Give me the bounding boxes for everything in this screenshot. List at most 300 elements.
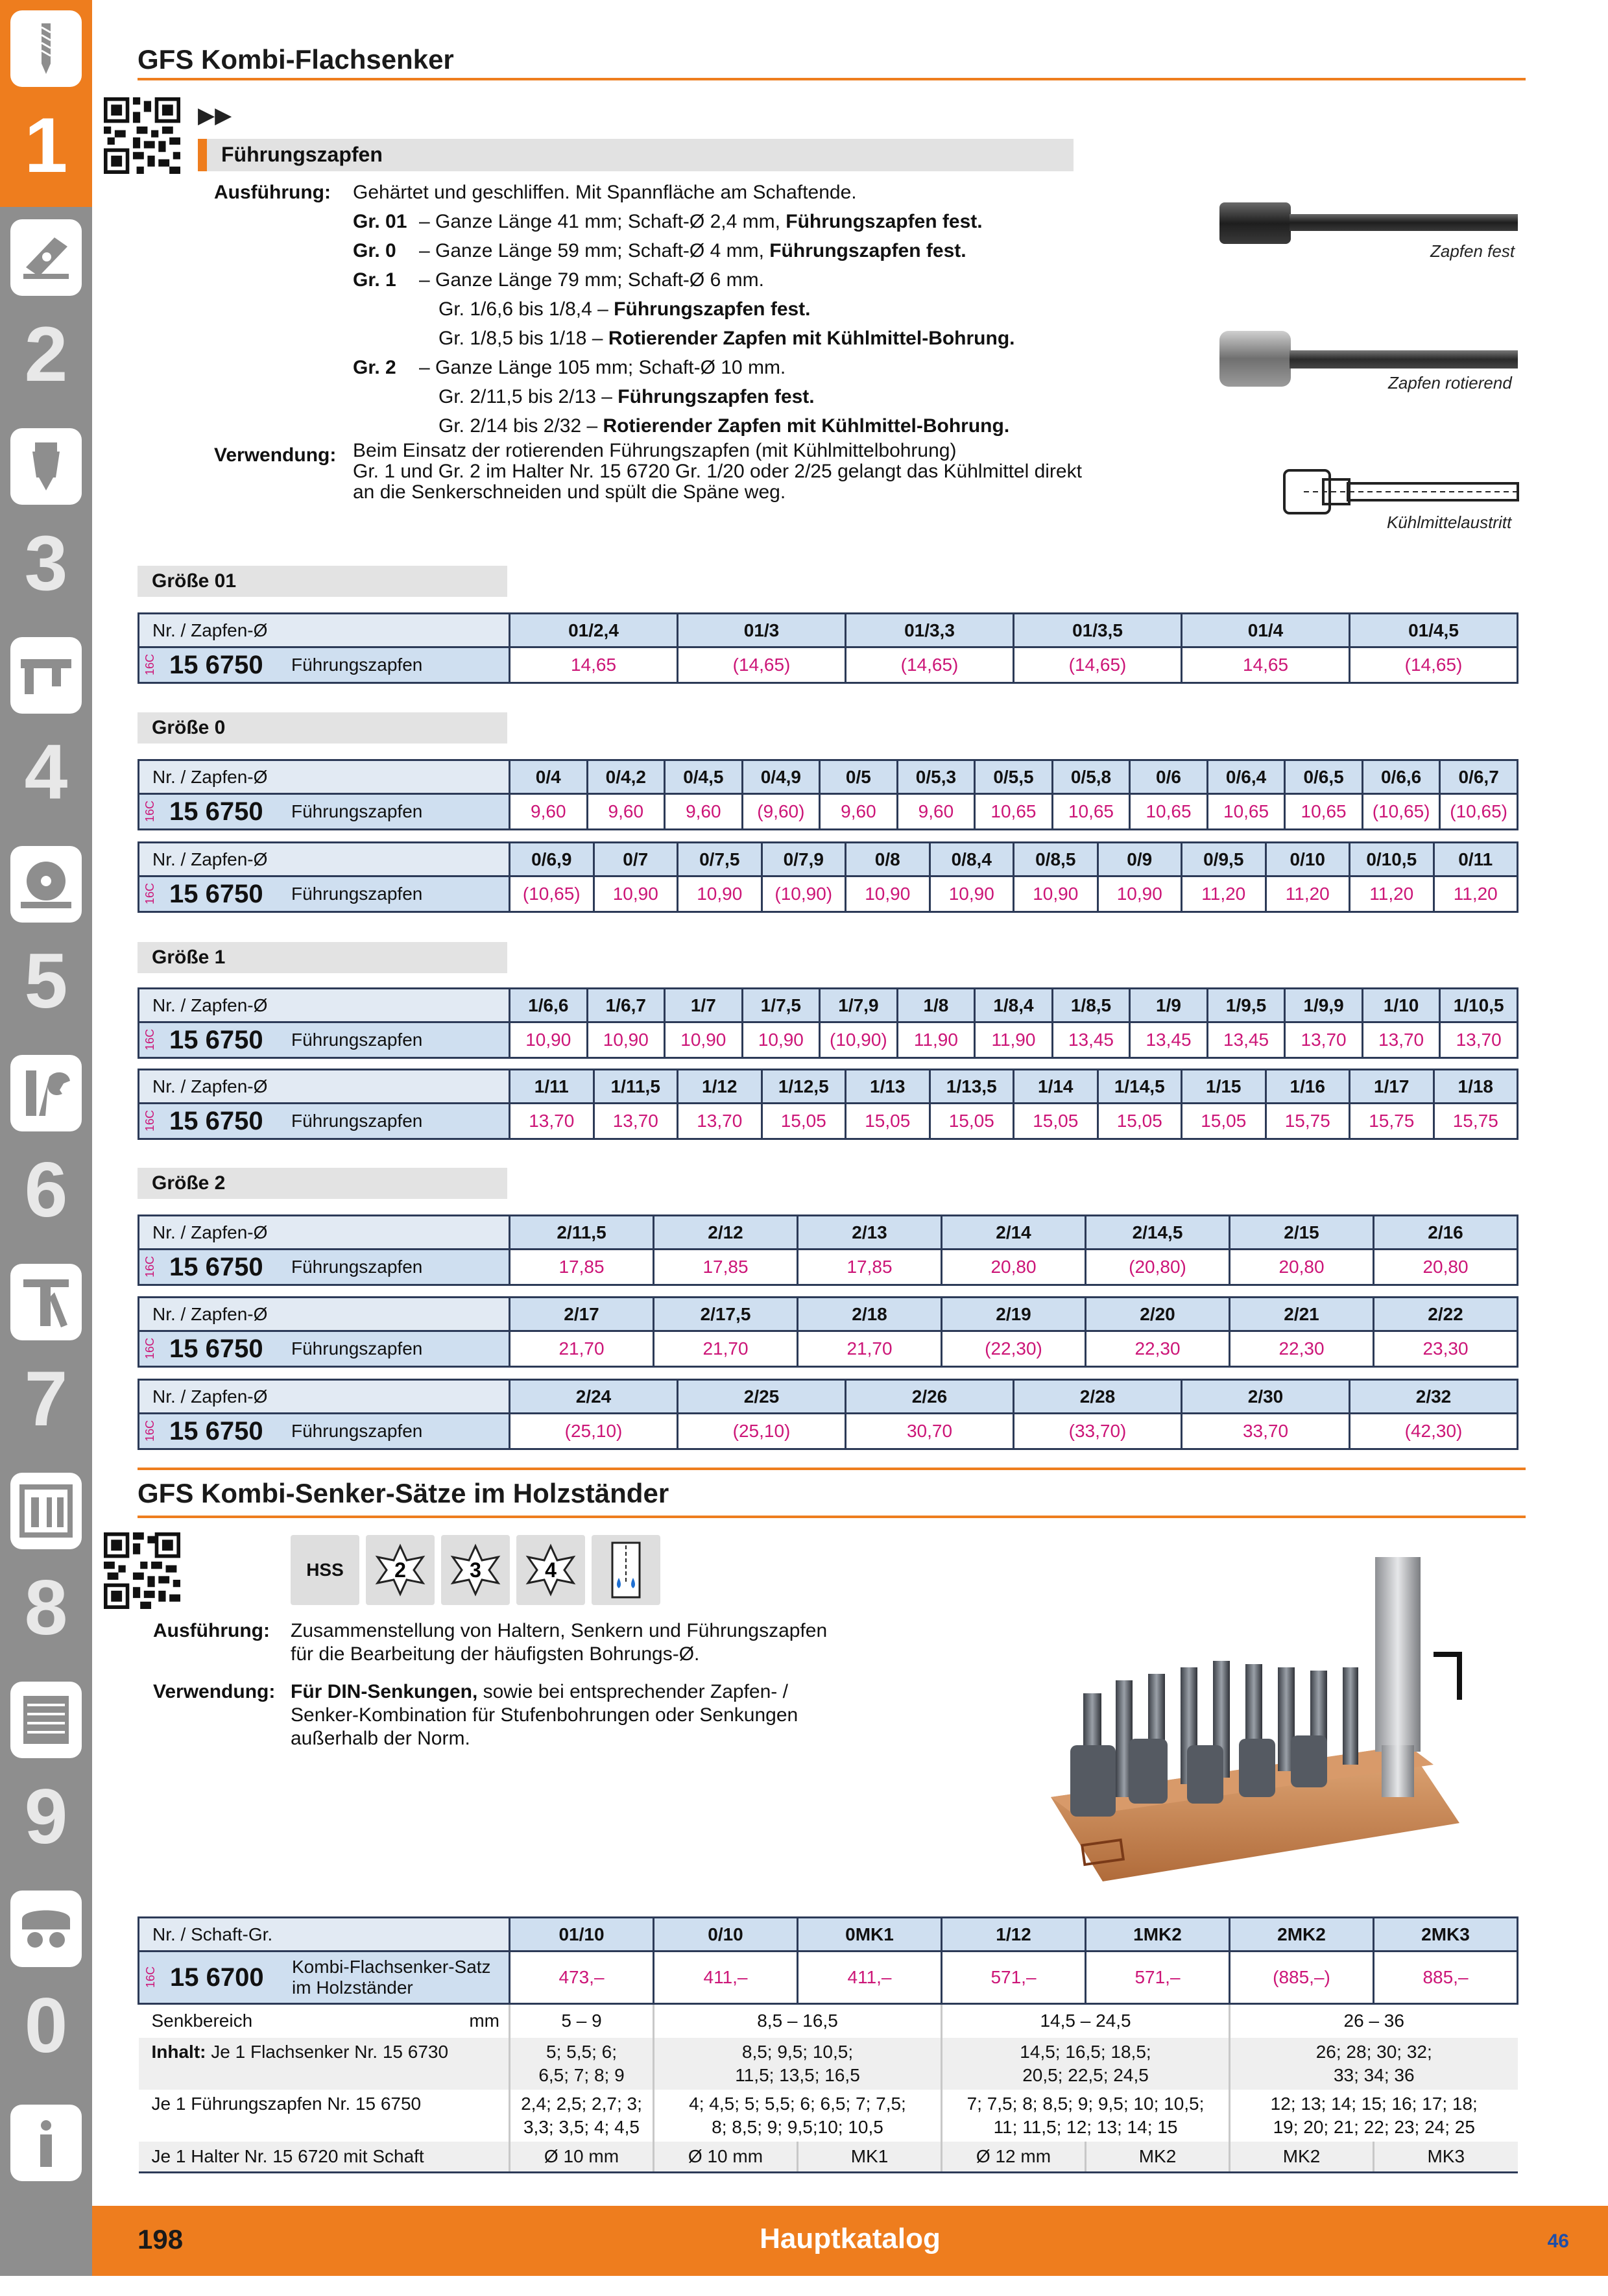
size-cell: 0/7,5: [678, 843, 762, 876]
price-cell: 11,20: [1434, 876, 1518, 912]
size-cell: 0/6,7: [1440, 760, 1518, 794]
size-cell: 0/6,4: [1207, 760, 1285, 794]
zapfen-value: 4; 4,5; 5; 5,5; 6; 6,5; 7; 7,5; 8; 8,5; 9; 9,5;10; 10,5: [654, 2090, 942, 2142]
price-cell: (9,60): [742, 794, 820, 830]
pliers-icon: [10, 1264, 82, 1340]
svg-text:3: 3: [470, 1558, 481, 1582]
halter-value: Ø 10 mm: [654, 2142, 798, 2173]
size-cell: 0/5,8: [1052, 760, 1130, 794]
price-cell: 10,90: [1014, 876, 1098, 912]
workshop-tools-icon: [10, 1473, 82, 1549]
size-cell: 0/5,3: [897, 760, 975, 794]
price-cell: (20,80): [1086, 1250, 1230, 1285]
caption-fixed: Zapfen fest: [1430, 241, 1515, 261]
price-cell: 10,90: [587, 1022, 665, 1058]
range-row: [139, 2004, 1518, 2038]
article-cell: [139, 1022, 510, 1058]
price-cell: (42,30): [1350, 1414, 1518, 1449]
tool-holder-icon: [10, 428, 82, 505]
chapter-number: 6: [24, 1146, 68, 1233]
article-cell: [139, 1104, 510, 1139]
article-tag: 16C: [143, 1110, 156, 1132]
tool-cabinet-icon: [10, 1682, 82, 1758]
saw-blade-icon: [10, 846, 82, 923]
price-cell: 9,60: [820, 794, 898, 830]
halter-value: MK2: [1086, 2142, 1230, 2173]
article-tag: 16C: [143, 1256, 156, 1278]
article-number: 15 6750: [169, 1025, 263, 1054]
size-cell: 1/14,5: [1098, 1070, 1182, 1104]
size-cell: 1/18: [1434, 1070, 1518, 1104]
set-price: 411,–: [654, 1952, 798, 2004]
price-cell: 13,70: [594, 1104, 678, 1139]
chapter-number: 7: [24, 1355, 68, 1442]
size-cell: 2/19: [942, 1298, 1086, 1331]
verwendung-line2: Gr. 1 und Gr. 2 im Halter Nr. 15 6720 Gr. 1/20 oder 2/25 gelangt das Kühlmittel direkt: [353, 461, 1082, 482]
size-cell: 2/14,5: [1086, 1216, 1230, 1250]
subtitle-accent: [198, 139, 207, 171]
gr1b-desc: Gr. 1/8,5 bis 1/18 – Rotierender Zapfen mit Kühlmittel-Bohrung.: [438, 328, 1015, 349]
price-cell: 22,30: [1086, 1331, 1230, 1367]
hss-badge: HSS: [291, 1535, 359, 1605]
price-table-size-2-b: [138, 1296, 1518, 1368]
chapter-tab-2[interactable]: [0, 205, 92, 416]
chapter-tab-4[interactable]: [0, 623, 92, 834]
price-table-size-0-b: [138, 841, 1518, 913]
halter-value: Ø 10 mm: [510, 2142, 654, 2173]
price-cell: 9,60: [897, 794, 975, 830]
header-label: Nr. / Zapfen-Ø: [139, 1070, 510, 1104]
set-col: 0/10: [654, 1918, 798, 1952]
price-cell: (25,10): [678, 1414, 846, 1449]
star-cutter-icon: [371, 1541, 429, 1599]
size-cell: 1/16: [1266, 1070, 1350, 1104]
size-cell: 0/5,5: [975, 760, 1053, 794]
size-cell: 0/9: [1098, 843, 1182, 876]
size-cell: 01/2,4: [510, 614, 678, 647]
article-cell: [139, 1331, 510, 1367]
price-cell: 10,65: [1207, 794, 1285, 830]
header-label: Nr. / Zapfen-Ø: [139, 843, 510, 876]
halter-value: Ø 12 mm: [942, 2142, 1086, 2173]
verwendung2-label: Verwendung:: [153, 1681, 276, 1702]
size-cell: 2/21: [1230, 1298, 1374, 1331]
gr2-desc: – Ganze Länge 105 mm; Schaft-Ø 10 mm.: [419, 357, 786, 378]
size-cell: 2/20: [1086, 1298, 1230, 1331]
article-tag: 16C: [143, 1338, 156, 1360]
size-header-row: [139, 614, 1518, 647]
price-row: [139, 876, 1518, 912]
price-cell: 15,05: [846, 1104, 930, 1139]
set-price-row: [139, 1952, 1518, 2004]
chapter-tab-i[interactable]: [0, 2085, 92, 2296]
price-cell: 20,80: [942, 1250, 1086, 1285]
size-cell: 2/11,5: [510, 1216, 654, 1250]
set-col: 0MK1: [798, 1918, 942, 1952]
size-cell: 1/6,6: [510, 989, 588, 1022]
article-cell: [139, 1414, 510, 1449]
set-price: 411,–: [798, 1952, 942, 2004]
size-cell: 2/18: [798, 1298, 942, 1331]
ausfuehrung2-label: Ausführung:: [153, 1620, 270, 1641]
size-cell: 01/4,5: [1350, 614, 1518, 647]
gr2-label: Gr. 2: [353, 357, 396, 378]
verwendung2-line1: Für DIN-Senkungen, sowie bei entsprechender Zapfen- /: [291, 1681, 788, 1702]
size-cell: 01/3,5: [1014, 614, 1182, 647]
gr0-label: Gr. 0: [353, 240, 396, 261]
size-cell: 1/7,9: [820, 989, 898, 1022]
chapter-tab-7[interactable]: [0, 1250, 92, 1460]
drill-bit-icon: [10, 10, 82, 87]
price-cell: 17,85: [798, 1250, 942, 1285]
size-cell: 1/7,5: [742, 989, 820, 1022]
inhalt-value: 26; 28; 30; 32; 33; 34; 36: [1230, 2038, 1518, 2090]
price-cell: 11,20: [1182, 876, 1266, 912]
price-cell: (14,65): [1350, 647, 1518, 683]
gr1-desc: – Ganze Länge 79 mm; Schaft-Ø 6 mm.: [419, 269, 764, 291]
article-number: 15 6750: [169, 650, 263, 679]
set-price: 473,–: [510, 1952, 654, 2004]
set-price: 571,–: [1086, 1952, 1230, 2004]
price-cell: 10,90: [1098, 876, 1182, 912]
chapter-tab-8[interactable]: [0, 1458, 92, 1669]
price-cell: 20,80: [1230, 1250, 1374, 1285]
ausfuehrung-label: Ausführung:: [214, 182, 331, 203]
price-table-size-1-b: [138, 1069, 1518, 1140]
price-table-size-01: [138, 612, 1518, 684]
article-number: 15 6750: [169, 797, 263, 826]
size-cell: 0/8,4: [930, 843, 1014, 876]
article-number: 15 6750: [169, 1252, 263, 1281]
price-cell: (22,30): [942, 1331, 1086, 1367]
chapter-number: 5: [24, 937, 68, 1024]
article-description: Führungszapfen: [291, 1257, 423, 1277]
price-cell: 15,75: [1434, 1104, 1518, 1139]
chapter-tab-6[interactable]: [0, 1041, 92, 1251]
size-cell: 2/25: [678, 1380, 846, 1414]
price-cell: 15,05: [762, 1104, 846, 1139]
price-cell: (10,90): [762, 876, 846, 912]
size-cell: 2/24: [510, 1380, 678, 1414]
size-header-row: [139, 1298, 1518, 1331]
price-cell: 14,65: [1182, 647, 1350, 683]
article-number: 15 6750: [169, 1106, 263, 1135]
article-cell: [139, 876, 510, 912]
size-cell: 2/22: [1374, 1298, 1518, 1331]
inhalt-value: 14,5; 16,5; 18,5; 20,5; 22,5; 24,5: [942, 2038, 1230, 2090]
halter-value: MK1: [798, 2142, 942, 2173]
size-cell: 0/6: [1130, 760, 1208, 794]
article-tag: 16C: [143, 801, 156, 823]
verwendung2-line2: Senker-Kombination für Stufenbohrungen oder Senkungen: [291, 1704, 798, 1726]
price-cell: 9,60: [510, 794, 588, 830]
set-col: 2MK3: [1374, 1918, 1518, 1952]
article-description: Führungszapfen: [291, 1030, 423, 1050]
chapter-tab-5[interactable]: [0, 832, 92, 1043]
size-cell: 0/11: [1434, 843, 1518, 876]
halter-row: [139, 2142, 1518, 2173]
price-cell: (14,65): [1014, 647, 1182, 683]
size-cell: 2/28: [1014, 1380, 1182, 1414]
price-cell: (10,65): [510, 876, 594, 912]
section-rule: [138, 78, 1526, 80]
price-cell: 13,70: [1362, 1022, 1440, 1058]
size-cell: 1/15: [1182, 1070, 1266, 1104]
price-table-size-1-a: [138, 987, 1518, 1059]
chapter-sidebar: [0, 0, 92, 2276]
size-cell: 0/9,5: [1182, 843, 1266, 876]
set-col: 2MK2: [1230, 1918, 1374, 1952]
size-header-row: [139, 1380, 1518, 1414]
article-number: 15 6750: [169, 1334, 263, 1363]
article-description: Kombi-Flachsenker-Satz im Holzständer: [292, 1957, 491, 1998]
price-cell: (14,65): [678, 647, 846, 683]
chapter-tab-0[interactable]: [0, 1876, 92, 2087]
price-cell: 21,70: [798, 1331, 942, 1367]
set-header-label: Nr. / Schaft-Gr.: [139, 1918, 510, 1952]
price-row: [139, 1331, 1518, 1367]
header-label: Nr. / Zapfen-Ø: [139, 614, 510, 647]
size-cell: 2/26: [846, 1380, 1014, 1414]
catalog-name: Hauptkatalog: [760, 2223, 941, 2254]
size-cell: 1/8: [897, 989, 975, 1022]
price-cell: 13,45: [1130, 1022, 1208, 1058]
price-cell: 10,90: [846, 876, 930, 912]
three-flute-badge: [441, 1535, 510, 1605]
size-cell: 0/4,5: [665, 760, 743, 794]
size-cell: 01/3,3: [846, 614, 1014, 647]
article-cell: [139, 794, 510, 830]
inhalt-value: 8,5; 9,5; 10,5; 11,5; 13,5; 16,5: [654, 2038, 942, 2090]
size-cell: 2/17,5: [654, 1298, 798, 1331]
set-col: 1MK2: [1086, 1918, 1230, 1952]
caption-coolant: Kühlmittelaustritt: [1387, 513, 1512, 532]
qr-code-icon[interactable]: [104, 1532, 180, 1609]
price-cell: 10,90: [665, 1022, 743, 1058]
header-label: Nr. / Zapfen-Ø: [139, 1216, 510, 1250]
article-description: Führungszapfen: [291, 1421, 423, 1441]
size-cell: 1/10: [1362, 989, 1440, 1022]
gr1a-desc: Gr. 1/6,6 bis 1/8,4 – Führungszapfen fest.: [438, 298, 811, 320]
price-cell: 10,90: [510, 1022, 588, 1058]
price-cell: 15,75: [1266, 1104, 1350, 1139]
ausfuehrung-text: Gehärtet und geschliffen. Mit Spannfläche am Schaftende.: [353, 182, 857, 203]
price-cell: 33,70: [1182, 1414, 1350, 1449]
price-cell: 13,70: [510, 1104, 594, 1139]
price-cell: 10,65: [1130, 794, 1208, 830]
internal-coolant-badge: [592, 1535, 660, 1605]
four-flute-badge: [516, 1535, 585, 1605]
inhalt-value: 5; 5,5; 6; 6,5; 7; 8; 9: [510, 2038, 654, 2090]
size-cell: 2/32: [1350, 1380, 1518, 1414]
size-cell: 0/6,5: [1285, 760, 1363, 794]
ausfuehrung2-line2: für die Bearbeitung der häufigsten Bohrungs-Ø.: [291, 1643, 700, 1665]
halter-label-cell: Je 1 Halter Nr. 15 6720 mit Schaft: [139, 2142, 510, 2173]
size-cell: 1/11,5: [594, 1070, 678, 1104]
size-cell: 0/8,5: [1014, 843, 1098, 876]
size-cell: 01/3: [678, 614, 846, 647]
size-cell: 1/12,5: [762, 1070, 846, 1104]
size-cell: 0/4,9: [742, 760, 820, 794]
info-icon: [10, 2105, 82, 2181]
size-cell: 0/6,6: [1362, 760, 1440, 794]
chapter-number: 0: [24, 1982, 68, 2069]
price-table-size-0-a: [138, 759, 1518, 830]
forward-arrows-icon: ▶▶: [198, 103, 232, 128]
qr-code-icon[interactable]: [104, 97, 180, 174]
range-label-cell: Senkbereich mm: [139, 2004, 510, 2038]
price-row: [139, 647, 1518, 683]
indexable-insert-icon: [10, 219, 82, 296]
range-value: 26 – 36: [1230, 2004, 1518, 2038]
set-table-header-row: [139, 1918, 1518, 1952]
chapter-number: 1: [24, 102, 68, 189]
price-cell: (33,70): [1014, 1414, 1182, 1449]
counterbore-set-photo: [1044, 1551, 1472, 1888]
chapter-tab-9[interactable]: [0, 1667, 92, 1878]
size-cell: 0/10,5: [1350, 843, 1434, 876]
article-number: 15 6700: [170, 1963, 264, 1992]
size-cell: 1/8,4: [975, 989, 1053, 1022]
size-cell: 2/17: [510, 1298, 654, 1331]
price-cell: 15,05: [930, 1104, 1014, 1139]
svg-text:2: 2: [394, 1558, 406, 1582]
caliper-icon: [10, 637, 82, 714]
size-cell: 0/8: [846, 843, 930, 876]
article-description: Führungszapfen: [291, 801, 423, 821]
price-row: [139, 794, 1518, 830]
price-cell: 15,05: [1182, 1104, 1266, 1139]
size-cell: 1/8,5: [1052, 989, 1130, 1022]
size-cell: 2/30: [1182, 1380, 1350, 1414]
chapter-tab-3[interactable]: [0, 414, 92, 625]
size-cell: 0/4: [510, 760, 588, 794]
subtitle-text: Führungszapfen: [221, 143, 383, 166]
size-cell: 1/9,5: [1207, 989, 1285, 1022]
header-label: Nr. / Zapfen-Ø: [139, 989, 510, 1022]
inhalt-label-cell: Inhalt: Je 1 Flachsenker Nr. 15 6730: [139, 2038, 510, 2090]
two-flute-badge: [366, 1535, 435, 1605]
chapter-number: 3: [24, 520, 68, 607]
header-label: Nr. / Zapfen-Ø: [139, 1380, 510, 1414]
size-cell: 1/12: [678, 1070, 762, 1104]
price-cell: (10,90): [820, 1022, 898, 1058]
price-cell: 21,70: [510, 1331, 654, 1367]
price-cell: 9,60: [587, 794, 665, 830]
price-cell: 22,30: [1230, 1331, 1374, 1367]
size-cell: 0/10: [1266, 843, 1350, 876]
verwendung-label: Verwendung:: [214, 444, 337, 466]
size-cell: 0/6,9: [510, 843, 594, 876]
price-cell: 13,45: [1052, 1022, 1130, 1058]
price-cell: 10,90: [930, 876, 1014, 912]
size-cell: 1/17: [1350, 1070, 1434, 1104]
price-cell: 13,45: [1207, 1022, 1285, 1058]
price-cell: 15,05: [1014, 1104, 1098, 1139]
size-cell: 0/7,9: [762, 843, 846, 876]
section-title-flachsenker: GFS Kombi-Flachsenker: [138, 44, 454, 75]
zapfen-value: 2,4; 2,5; 2,7; 3; 3,3; 3,5; 4; 4,5: [510, 2090, 654, 2142]
halter-value: MK3: [1374, 2142, 1518, 2173]
price-cell: 10,90: [742, 1022, 820, 1058]
size-cell: 1/7: [665, 989, 743, 1022]
header-label: Nr. / Zapfen-Ø: [139, 760, 510, 794]
verwendung-line1: Beim Einsatz der rotierenden Führungszapfen (mit Kühlmittelbohrung): [353, 440, 957, 461]
safety-equipment-icon: [10, 1891, 82, 1967]
zapfen-value: 12; 13; 14; 15; 16; 17; 18; 19; 20; 21; 22; 23; 24; 25: [1230, 2090, 1518, 2142]
article-description: Führungszapfen: [291, 1338, 423, 1359]
set-col: 01/10: [510, 1918, 654, 1952]
page-footer: [92, 2206, 1608, 2276]
size-cell: 2/14: [942, 1216, 1086, 1250]
size-cell: 2/16: [1374, 1216, 1518, 1250]
caption-rotating: Zapfen rotierend: [1388, 373, 1512, 393]
price-cell: 10,90: [594, 876, 678, 912]
chapter-number: 4: [24, 729, 68, 816]
set-price: 571,–: [942, 1952, 1086, 2004]
price-cell: (25,10): [510, 1414, 678, 1449]
sheet-number: 46: [1547, 2230, 1569, 2252]
size-header-row: [139, 1216, 1518, 1250]
section-rule-top: [138, 1468, 1526, 1470]
article-number: 15 6750: [169, 879, 263, 908]
section-title-saetze: GFS Kombi-Senker-Sätze im Holzständer: [138, 1478, 669, 1508]
size-cell: 1/13: [846, 1070, 930, 1104]
size-cell: 1/9: [1130, 989, 1208, 1022]
price-cell: 11,20: [1266, 876, 1350, 912]
size-cell: 01/4: [1182, 614, 1350, 647]
range-value: 14,5 – 24,5: [942, 2004, 1230, 2038]
size-cell: 0/4,2: [587, 760, 665, 794]
group-label-01: Größe 01: [138, 566, 507, 597]
price-row: [139, 1250, 1518, 1285]
price-cell: 10,90: [678, 876, 762, 912]
price-cell: 11,90: [897, 1022, 975, 1058]
zapfen-value: 7; 7,5; 8; 8,5; 9; 9,5; 10; 10,5; 11; 11,5; 12; 13; 14; 15: [942, 2090, 1230, 2142]
size-cell: 0/7: [594, 843, 678, 876]
price-cell: 10,65: [975, 794, 1053, 830]
price-cell: 9,60: [665, 794, 743, 830]
ausfuehrung2-line1: Zusammenstellung von Haltern, Senkern und Führungszapfen: [291, 1620, 828, 1641]
size-header-row: [139, 843, 1518, 876]
size-cell: 0/5: [820, 760, 898, 794]
set-price-table: [138, 1916, 1518, 2173]
price-cell: 15,05: [1098, 1104, 1182, 1139]
svg-text:4: 4: [545, 1558, 557, 1582]
size-header-row: [139, 989, 1518, 1022]
range-value: 8,5 – 16,5: [654, 2004, 942, 2038]
gr01-label: Gr. 01: [353, 211, 407, 232]
inhalt-row: [139, 2038, 1518, 2090]
article-description: Führungszapfen: [291, 884, 423, 904]
price-cell: 20,80: [1374, 1250, 1518, 1285]
chapter-tab-1[interactable]: [0, 0, 92, 207]
size-cell: 2/13: [798, 1216, 942, 1250]
article-number: 15 6750: [169, 1416, 263, 1445]
header-label: Nr. / Zapfen-Ø: [139, 1298, 510, 1331]
article-tag: 16C: [144, 1966, 157, 1988]
set-col: 1/12: [942, 1918, 1086, 1952]
subtitle-bar: [198, 139, 1074, 171]
article-description: Führungszapfen: [291, 655, 423, 675]
price-row: [139, 1414, 1518, 1449]
chapter-number: 8: [24, 1564, 68, 1651]
zapfen-label-cell: Je 1 Führungszapfen Nr. 15 6750: [139, 2090, 510, 2142]
size-cell: 1/6,7: [587, 989, 665, 1022]
size-cell: 2/12: [654, 1216, 798, 1250]
price-cell: 11,20: [1350, 876, 1434, 912]
size-header-row: [139, 760, 1518, 794]
